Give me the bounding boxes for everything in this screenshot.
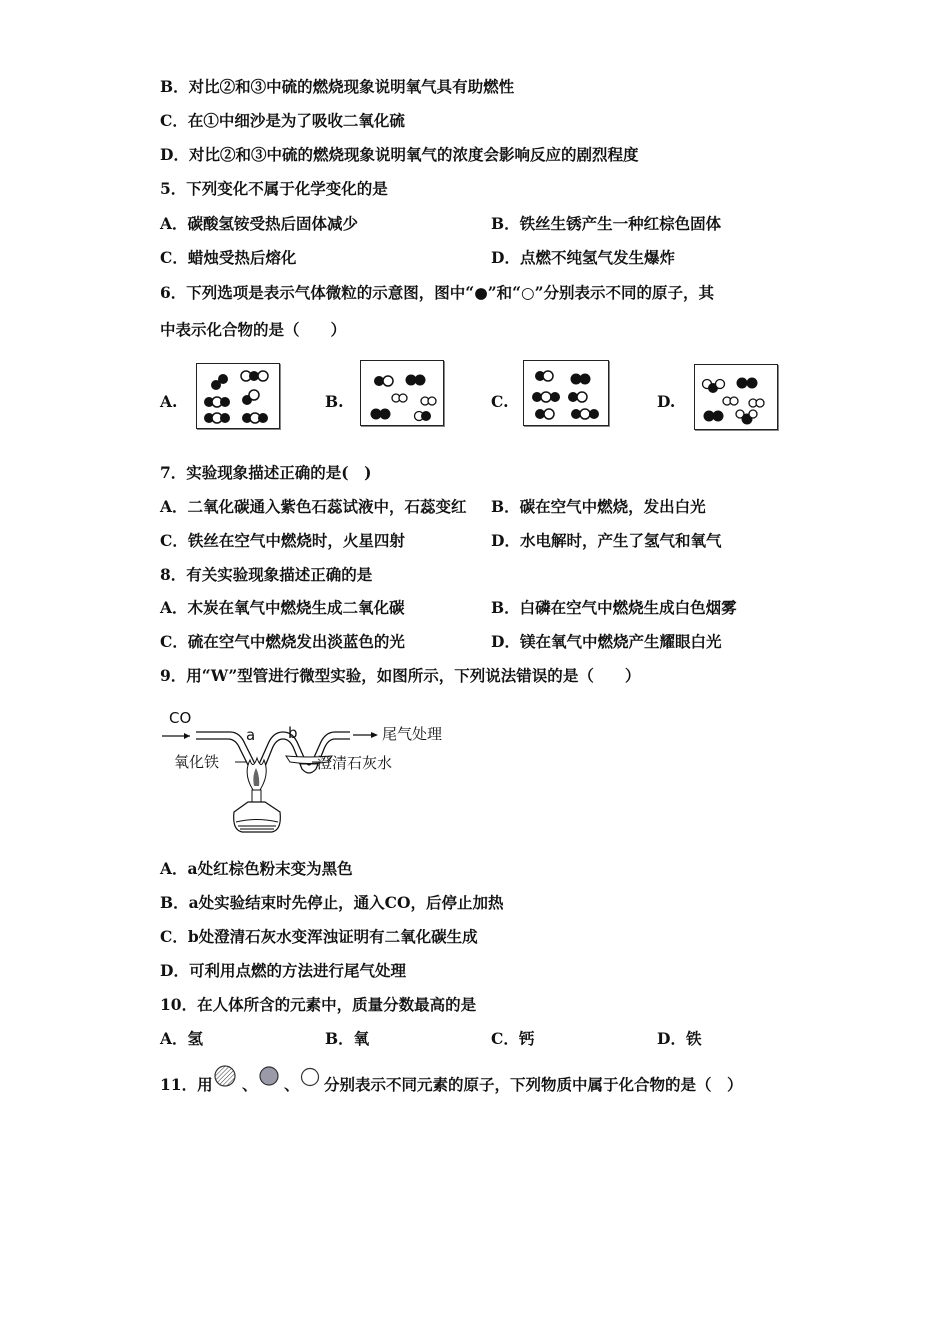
q7-option-b: B．碳在空气中燃烧，发出白光 (491, 497, 706, 516)
q11-prefix: 11．用 (160, 1075, 213, 1094)
q7-option-c: C．铁丝在空气中燃烧时，火星四射 (160, 531, 405, 550)
q8-option-a: A．木炭在氧气中燃烧生成二氧化碳 (160, 598, 405, 617)
q6-label-d: D. (657, 392, 676, 411)
q6-diagram-d (694, 364, 778, 430)
q10-option-d: D．铁 (657, 1029, 702, 1048)
q8-option-c: C．硫在空气中燃烧发出淡蓝色的光 (160, 632, 405, 651)
q10-stem: 10．在人体所含的元素中，质量分数最高的是 (160, 995, 477, 1014)
q5-option-b: B．铁丝生锈产生一种红棕色固体 (491, 214, 722, 233)
co-label: CO (169, 709, 192, 727)
q6-label-b: B. (325, 392, 344, 411)
q11-sep-1: 、 (242, 1075, 258, 1094)
tail-gas-label: 尾气处理 (382, 725, 443, 743)
limewater-label: 澄清石灰水 (317, 754, 393, 772)
q5-stem: 5．下列变化不属于化学变化的是 (160, 179, 388, 198)
white-atom-icon (298, 1066, 322, 1088)
q11-sep-2: 、 (284, 1075, 300, 1094)
q7-option-a: A．二氧化碳通入紫色石蕊试液中，石蕊变红 (160, 497, 467, 516)
q6-diagram-b (360, 360, 444, 426)
q8-stem: 8．有关实验现象描述正确的是 (160, 565, 373, 584)
w-tube-apparatus-diagram (160, 708, 460, 836)
q5-option-d: D．点燃不纯氢气发生爆炸 (491, 248, 675, 267)
q11-suffix: 分别表示不同元素的原子，下列物质中属于化合物的是（ ） (324, 1075, 743, 1094)
hatched-atom-icon (210, 1064, 242, 1090)
q6-label-c: C. (491, 392, 509, 411)
iron-oxide-label: 氧化铁 (174, 753, 220, 771)
q9-option-a: A．a处红棕色粉末变为黑色 (160, 859, 353, 878)
q9-option-d: D．可利用点燃的方法进行尾气处理 (160, 961, 406, 980)
q6-diagram-c (523, 360, 609, 426)
q6-label-a: A. (160, 392, 178, 411)
gray-atom-icon (256, 1064, 282, 1088)
q6-stem-line2: 中表示化合物的是（ ） (160, 320, 347, 339)
q9-option-b: B．a处实验结束时先停止，通入CO，后停止加热 (160, 893, 504, 912)
q6-stem-line1: 6．下列选项是表示气体微粒的示意图，图中“●”和“○”分别表示不同的原子，其 (160, 283, 714, 302)
point-b-label: b (288, 724, 298, 742)
q4-option-b: B．对比②和③中硫的燃烧现象说明氧气具有助燃性 (160, 77, 515, 96)
q8-option-b: B．白磷在空气中燃烧生成白色烟雾 (491, 598, 737, 617)
q7-stem: 7．实验现象描述正确的是( ) (160, 463, 372, 482)
q10-option-b: B．氧 (325, 1029, 370, 1048)
q4-option-d: D．对比②和③中硫的燃烧现象说明氧气的浓度会影响反应的剧烈程度 (160, 145, 639, 164)
q6-diagram-a (196, 363, 280, 429)
q8-option-d: D．镁在氧气中燃烧产生耀眼白光 (491, 632, 722, 651)
q5-option-a: A．碳酸氢铵受热后固体减少 (160, 214, 359, 233)
q9-option-c: C．b处澄清石灰水变浑浊证明有二氧化碳生成 (160, 927, 478, 946)
q10-option-c: C．钙 (491, 1029, 535, 1048)
q4-option-c: C．在①中细沙是为了吸收二氧化硫 (160, 111, 405, 130)
q10-option-a: A．氢 (160, 1029, 204, 1048)
q9-stem: 9．用“W”型管进行微型实验，如图所示，下列说法错误的是（ ） (160, 666, 641, 685)
q7-option-d: D．水电解时，产生了氢气和氧气 (491, 531, 722, 550)
point-a-label: a (246, 726, 256, 744)
q5-option-c: C．蜡烛受热后熔化 (160, 248, 297, 267)
